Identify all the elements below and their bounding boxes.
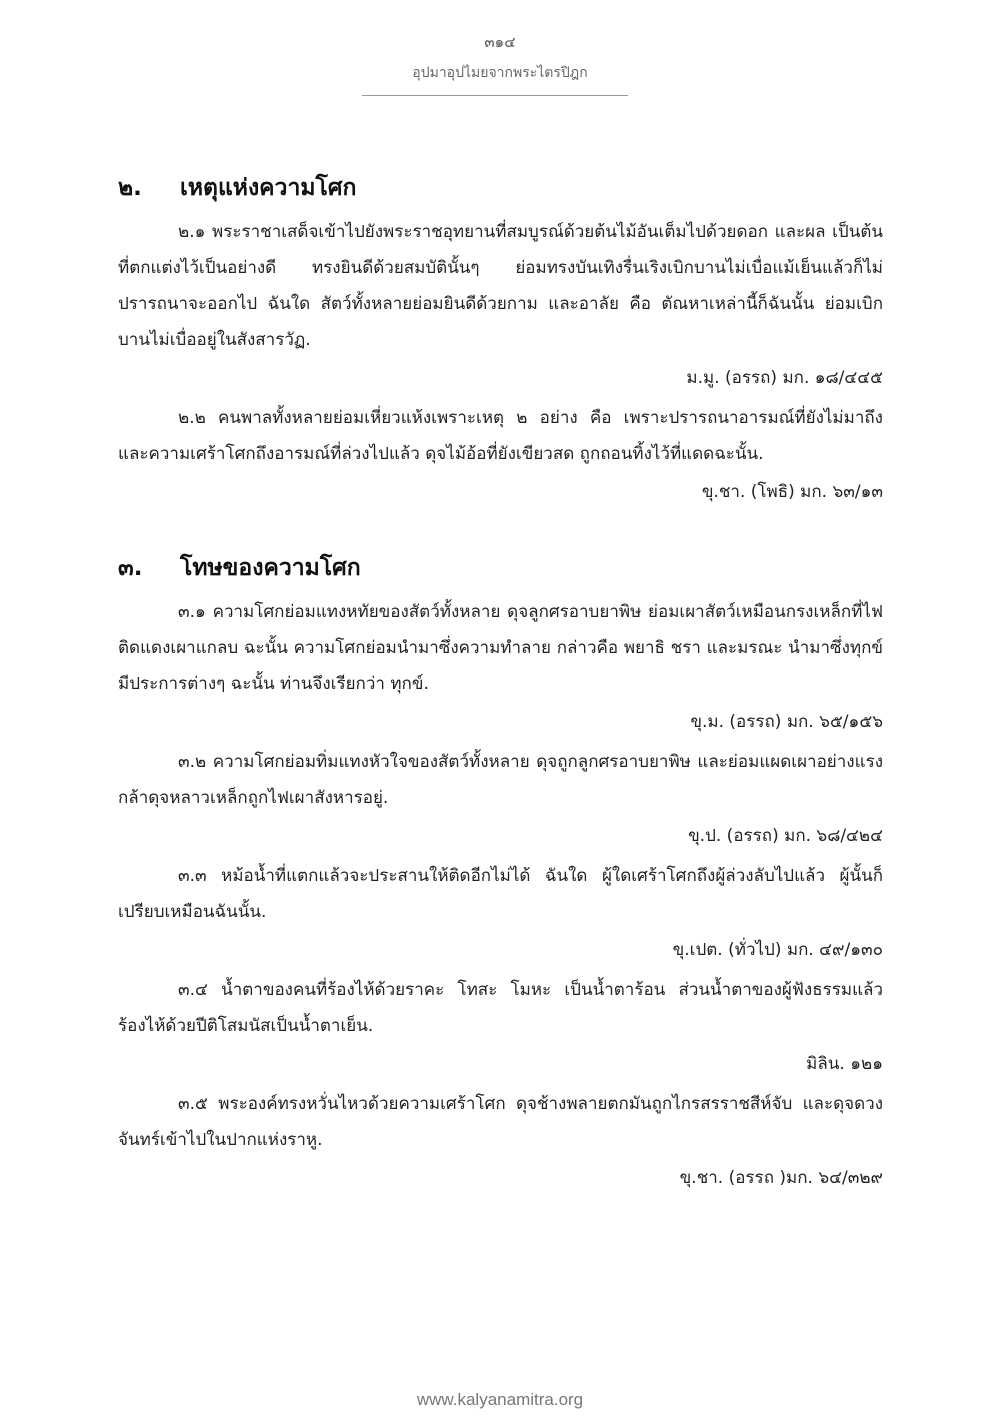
entry-reference: มิลิน. ๑๒๑: [806, 1054, 883, 1074]
section-number: ๒.: [118, 175, 142, 201]
entry-reference: ม.มู. (อรรถ) มก. ๑๘/๔๔๕: [686, 368, 883, 388]
footer-website: www.kalyanamitra.org: [416, 1390, 584, 1409]
entry-text: ๓.๒ ความโศกย่อมทิ่มแทงหัวใจของสัตว์ทั้งหลาย ดุจถูกลูกศรอาบยาพิษ และย่อมแผดเผาอย่างแรงกล้าดุจหลาวเหล็กถูกไฟเผาสังหารอยู่.: [118, 752, 883, 808]
entry-reference: ขุ.ม. (อรรถ) มก. ๖๕/๑๕๖: [690, 712, 883, 732]
header-divider: [362, 95, 628, 96]
entry-text: ๒.๑ พระราชาเสด็จเข้าไปยังพระราชอุทยานที่สมบูรณ์ด้วยต้นไม้อันเต็มไปด้วยดอก และผล เป็นต้น ที่ตกแต่งไว้เป็นอย่างดี ทรงยินดีด้วยสมบัตินั้นๆ ย่อมทรงบันเทิงรื่นเริงเบิกบานไม่เบื่อแม้เย็นแล้วก็ไม่ปรารถนาจะออกไป ฉันใด สัตว์ทั้งหลายย่อมยินดีด้วยกาม และอาลัย คือ ตัณหาเหล่านี้ก็ฉันนั้น ย่อมเบิกบานไม่เบื่ออยู่ในสังสารวัฏ.: [118, 222, 883, 350]
book-title: อุปมาอุปไมยจากพระไตรปิฎก: [412, 65, 588, 81]
entry-reference: ขุ.ชา. (อรรถ )มก. ๖๔/๓๒๙: [679, 1168, 883, 1188]
entry-text: ๓.๕ พระองค์ทรงหวั่นไหวด้วยความเศร้าโศก ดุจช้างพลายตกมันถูกไกรสรราชสีห์จับ และดุจดวงจันทร์เข้าไปในปากแห่งราหู.: [118, 1094, 883, 1150]
section-harms-of-sorrow: [118, 550, 883, 1196]
entry-2-2: [118, 400, 883, 510]
entry-3-2: [118, 744, 883, 854]
entry-reference: ขุ.เปต. (ทั่วไป) มก. ๔๙/๑๓๐: [672, 940, 883, 960]
page-body: [118, 170, 883, 1236]
entry-text: ๒.๒ คนพาลทั้งหลายย่อมเหี่ยวแห้งเพราะเหตุ ๒ อย่าง คือ เพราะปรารถนาอารมณ์ที่ยังไม่มาถึง และความเศร้าโศกถึงอารมณ์ที่ล่วงไปแล้ว ดุจไม้อ้อที่ยังเขียวสด ถูกถอนทิ้งไว้ที่แดดฉะนั้น.: [118, 408, 883, 464]
section-title: โทษของความโศก: [180, 555, 361, 581]
entry-reference: ขุ.ป. (อรรถ) มก. ๖๘/๔๒๔: [688, 826, 883, 846]
entry-text: ๓.๔ น้ำตาของคนที่ร้องไห้ด้วยราคะ โทสะ โมหะ เป็นน้ำตาร้อน ส่วนน้ำตาของผู้ฟังธรรมแล้วร้องไห้ด้วยปีติโสมนัสเป็นน้ำตาเย็น.: [118, 980, 883, 1036]
entry-3-5: [118, 1086, 883, 1196]
section-title: เหตุแห่งความโศก: [180, 175, 357, 201]
entry-text: ๓.๑ ความโศกย่อมแทงหทัยของสัตว์ทั้งหลาย ดุจลูกศรอาบยาพิษ ย่อมเผาสัตว์เหมือนกรงเหล็กที่ไฟติดแดงเผาแกลบ ฉะนั้น ความโศกย่อมนำมาซึ่งความทำลาย กล่าวคือ พยาธิ ชรา และมรณะ นำมาซึ่งทุกข์มีประการต่างๆ ฉะนั้น ท่านจึงเรียกว่า ทุกข์.: [118, 602, 883, 694]
entry-reference: ขุ.ชา. (โพธิ) มก. ๖๓/๑๓: [701, 482, 883, 502]
entry-3-1: [118, 594, 883, 740]
section-heading: [118, 550, 883, 586]
entry-3-3: [118, 858, 883, 968]
page-header: [0, 30, 1000, 84]
entry-text: ๓.๓ หม้อน้ำที่แตกแล้วจะประสานให้ติดอีกไม่ได้ ฉันใด ผู้ใดเศร้าโศกถึงผู้ล่วงลับไปแล้ว ผู้นั้นก็เปรียบเหมือนฉันนั้น.: [118, 866, 883, 922]
section-heading: [118, 170, 883, 206]
entry-3-4: [118, 972, 883, 1082]
page-number: ๓๑๔: [484, 33, 516, 51]
entry-2-1: [118, 214, 883, 396]
section-causes-of-sorrow: [118, 170, 883, 510]
section-number: ๓.: [118, 555, 143, 581]
